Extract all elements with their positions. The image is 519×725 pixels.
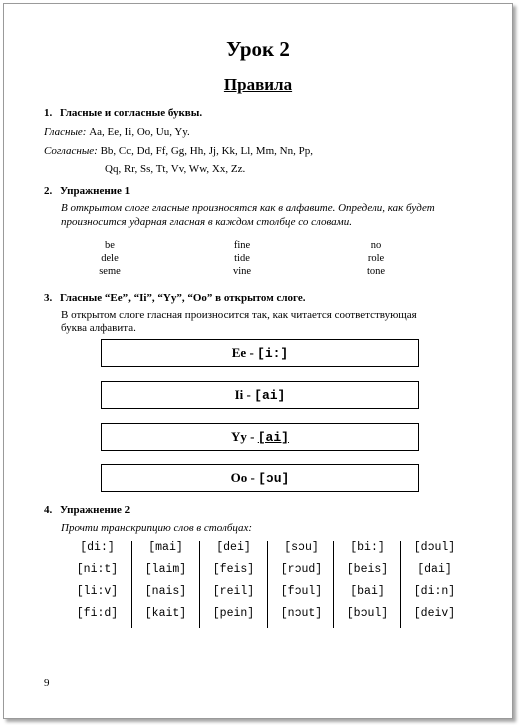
section-3-heading <box>44 292 306 304</box>
box-letter: Yy <box>231 429 247 444</box>
section-4-number: 4. <box>44 504 53 516</box>
transcription: [fi:d] <box>76 607 119 620</box>
word: be <box>105 240 115 251</box>
transcription: [bi:] <box>350 541 385 554</box>
section-4-heading <box>44 504 130 516</box>
section-4-title: Упражнение 2 <box>60 504 131 516</box>
transcription-column-5 <box>334 541 401 629</box>
page-number: 9 <box>44 677 50 689</box>
transcription: [reil] <box>212 585 255 598</box>
word: tone <box>366 266 386 277</box>
transcription-column-6 <box>401 541 468 629</box>
transcription: [feis] <box>212 563 255 576</box>
box-transcription: [ai] <box>254 388 286 403</box>
transcription-column-1 <box>64 541 131 629</box>
vowel-box-ee: Ee - [i:] <box>101 339 419 367</box>
word-column-1 <box>65 239 155 278</box>
transcription: [dei] <box>216 541 251 554</box>
vowels-line <box>44 126 190 138</box>
exercise-1-instruction-1: В открытом слоге гласные произносятся как в алфавите. Определи, как будет <box>61 202 435 214</box>
exercise-1-instruction-2: произносится ударная гласная в каждом столбце со словами. <box>61 216 352 228</box>
transcription-column-4 <box>268 541 335 629</box>
lesson-title: Урок 2 <box>226 37 290 61</box>
rules-title: Правила <box>223 75 293 94</box>
vowel-box-oo: Oo - [ɔu] <box>101 464 419 492</box>
vowels-label: Гласные: <box>44 126 87 138</box>
transcription: [nais] <box>144 585 187 598</box>
vowel-box-yy: Yy - [ai] <box>101 423 419 451</box>
transcription: [li:v] <box>76 585 119 598</box>
transcription: [fɔul] <box>280 585 323 598</box>
word: tide <box>234 253 250 264</box>
box-transcription: [ɔu] <box>258 471 290 486</box>
section-3-title: Гласные “Ee”, “Ii”, “Yy”, “Oo” в открытом слоге. <box>60 292 306 304</box>
word: no <box>370 240 382 251</box>
transcription: [nɔut] <box>280 607 323 620</box>
consonants-line-1 <box>44 145 313 157</box>
transcription: [kait] <box>144 607 187 620</box>
vowel-box-ii: Ii - [ai] <box>101 381 419 409</box>
section-3-number: 3. <box>44 292 53 304</box>
textbook-page <box>3 3 513 719</box>
word: fine <box>233 240 251 251</box>
transcription: [ni:t] <box>76 563 119 576</box>
word: dele <box>101 253 119 264</box>
word: seme <box>99 266 121 277</box>
vowels-list: Aa, Ee, Ii, Oo, Uu, Yy. <box>89 126 190 138</box>
transcription: [dɔul] <box>413 541 456 554</box>
section-1-heading <box>44 107 202 119</box>
transcription: [bɔul] <box>346 607 389 620</box>
transcription: [bai] <box>350 585 385 598</box>
box-letter: Ii <box>234 387 244 402</box>
section-2-title: Упражнение 1 <box>60 185 131 197</box>
box-transcription: [ai] <box>257 430 289 445</box>
section-2-heading <box>44 185 130 197</box>
transcription: [mai] <box>148 541 183 554</box>
section-1-title: Гласные и согласные буквы. <box>60 107 203 119</box>
transcription: [deiv] <box>413 607 456 620</box>
transcription-column-2 <box>132 541 199 629</box>
transcription: [beis] <box>346 563 389 576</box>
box-transcription: [i:] <box>257 346 289 361</box>
section-2-number: 2. <box>44 185 53 197</box>
transcription-column-3 <box>200 541 267 629</box>
rule-text-2: буква алфавита. <box>61 322 136 334</box>
transcription: [di:n] <box>413 585 456 598</box>
word-column-3 <box>331 239 421 278</box>
section-1-number: 1. <box>44 107 53 119</box>
box-letter: Oo <box>230 470 248 485</box>
consonants-list-1: Bb, Cc, Dd, Ff, Gg, Hh, Jj, Kk, Ll, Mm, Nn, Pp, <box>100 145 313 157</box>
exercise-2-instruction: Прочти транскрипцию слов в столбцах: <box>61 522 253 534</box>
consonants-list-2: Qq, Rr, Ss, Tt, Vv, Ww, Xx, Zz. <box>105 163 246 175</box>
word: vine <box>232 266 252 277</box>
transcription: [dai] <box>417 563 452 576</box>
transcription: [sɔu] <box>284 541 319 554</box>
word: role <box>367 253 385 264</box>
transcription: [pein] <box>212 607 255 620</box>
transcription: [di:] <box>80 541 115 554</box>
box-letter: Ee <box>231 345 247 360</box>
rule-text-1: В открытом слоге гласная произносится так, как читается соответствующая <box>61 309 417 321</box>
transcription: [laim] <box>144 563 187 576</box>
consonants-label: Согласные: <box>44 145 98 157</box>
word-column-2 <box>197 239 287 278</box>
transcription: [rɔud] <box>280 563 323 576</box>
